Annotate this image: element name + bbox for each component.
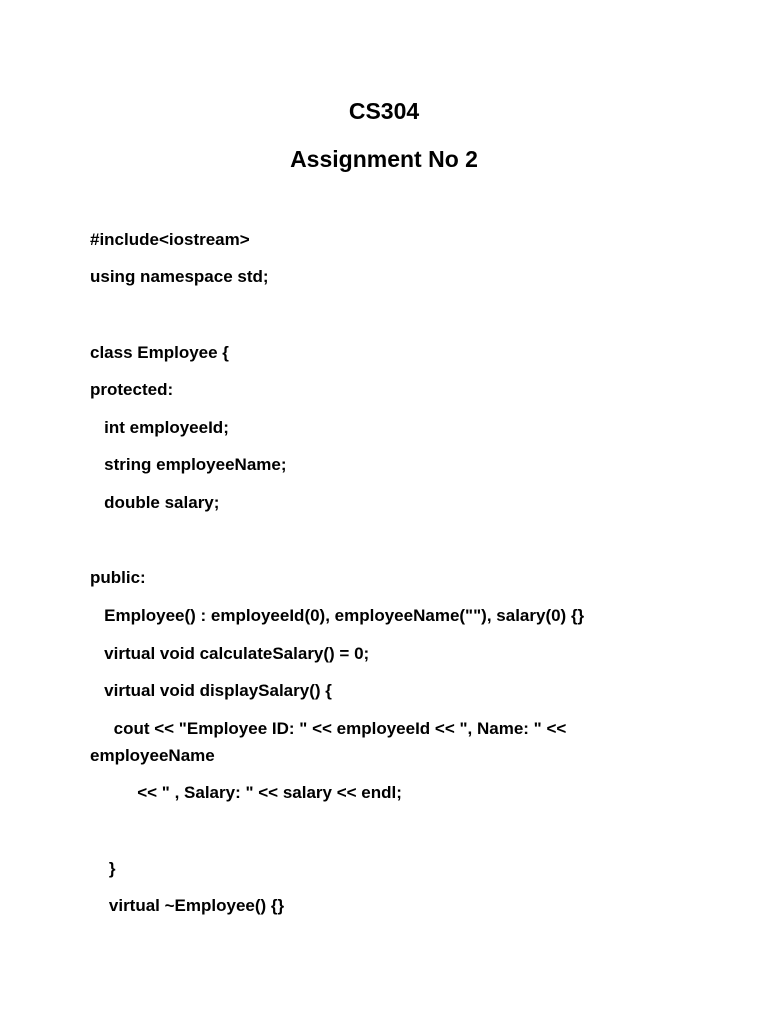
code-line: cout << "Employee ID: " << employeeId << ", Name: " << bbox=[90, 719, 567, 738]
code-line: << " , Salary: " << salary << endl; bbox=[90, 783, 402, 802]
code-line: Employee() : employeeId(0), employeeName(""), salary(0) {} bbox=[90, 606, 585, 625]
code-line: employeeName bbox=[90, 746, 215, 765]
code-line: using namespace std; bbox=[90, 267, 269, 286]
code-line: } bbox=[90, 859, 116, 878]
code-line: #include<iostream> bbox=[90, 230, 250, 249]
code-line: protected: bbox=[90, 380, 174, 399]
course-code-heading: CS304 bbox=[348, 98, 420, 124]
code-line: class Employee { bbox=[90, 343, 229, 362]
code-line: virtual ~Employee() {} bbox=[90, 896, 285, 915]
code-line: string employeeName; bbox=[90, 455, 287, 474]
assignment-title-heading: Assignment No 2 bbox=[290, 146, 478, 172]
code-line: public: bbox=[90, 568, 146, 587]
code-line: virtual void calculateSalary() = 0; bbox=[90, 644, 370, 663]
code-line: virtual void displaySalary() { bbox=[90, 681, 332, 700]
code-line: int employeeId; bbox=[90, 418, 229, 437]
code-line: double salary; bbox=[90, 493, 220, 512]
